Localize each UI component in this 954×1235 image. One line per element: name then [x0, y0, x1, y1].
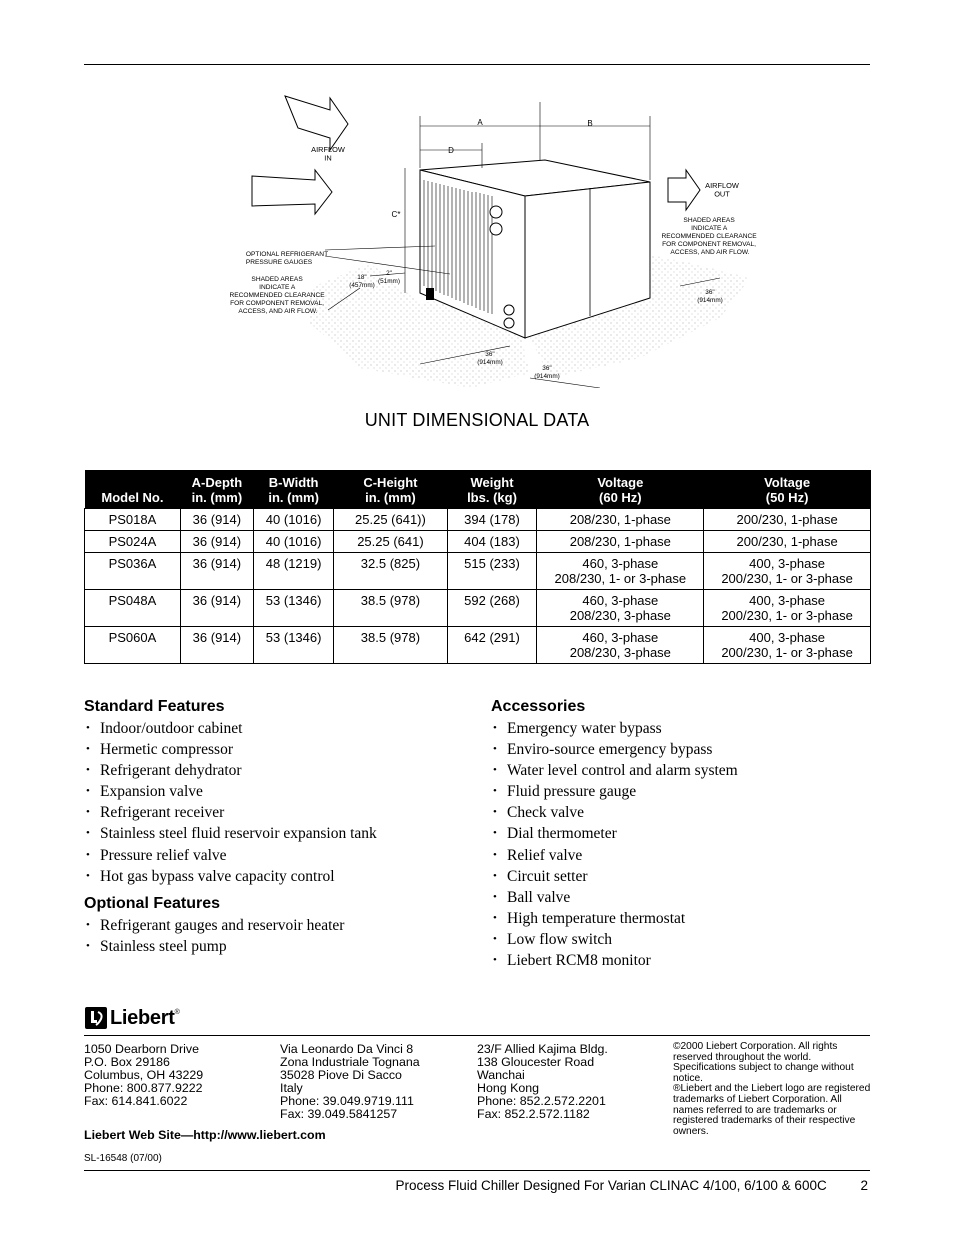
address-line: Columbus, OH 43229	[84, 1068, 204, 1082]
header-line: C-Height	[363, 475, 418, 490]
cell-line: 200/230, 1- or 3-phase	[721, 645, 853, 660]
table-cell	[253, 531, 333, 553]
table-cell	[447, 531, 537, 553]
unit-dimension-table	[84, 470, 871, 664]
header-line: in. (mm)	[191, 490, 243, 505]
copyright-notice	[673, 1042, 873, 1137]
list-item: • Relief valve	[491, 845, 871, 866]
address-line: 23/F Allied Kajima Bldg.	[477, 1042, 608, 1056]
cell-line: 400, 3-phase	[749, 556, 826, 571]
list-item: • Indoor/outdoor cabinet	[84, 718, 464, 739]
footer-top-rule	[84, 1035, 870, 1036]
clearance-2-label: 2" (51mm)	[377, 270, 401, 285]
list-item: • High temperature thermostat	[491, 908, 871, 929]
address-line: Hong Kong	[477, 1081, 540, 1095]
table-cell	[537, 553, 704, 590]
list-item: • Refrigerant gauges and reservoir heater	[84, 915, 464, 936]
header-line: lbs. (kg)	[467, 490, 517, 505]
address-line: Phone: 800.877.9222	[84, 1081, 203, 1095]
table-cell	[447, 509, 537, 531]
table-cell	[704, 553, 871, 590]
cell-line: 208/230, 1- or 3-phase	[554, 571, 687, 586]
fitting-icon	[504, 305, 514, 315]
liebert-logo-icon	[84, 1006, 108, 1030]
header-line: (60 Hz)	[599, 490, 642, 505]
cell-line: 460, 3-phase	[582, 630, 659, 645]
table-cell	[704, 509, 871, 531]
footer-title: Process Fluid Chiller Designed For Varian CLINAC 4/100, 6/100 & 600C	[395, 1178, 827, 1193]
table-cell	[334, 531, 447, 553]
cell-line: PS060A	[108, 630, 157, 645]
optional-features-list	[84, 915, 464, 957]
list-item: • Hermetic compressor	[84, 739, 464, 760]
list-item: • Enviro-source emergency bypass	[491, 739, 871, 760]
table-cell	[334, 553, 447, 590]
cell-line: 208/230, 1-phase	[569, 534, 671, 549]
cell-line: PS024A	[108, 534, 157, 549]
table-cell	[180, 553, 253, 590]
table-row	[85, 531, 871, 553]
table-cell	[447, 590, 537, 627]
table-cell	[180, 509, 253, 531]
table-header-cell	[85, 470, 181, 509]
airflow-out-label: AIRFLOW OUT	[705, 181, 739, 199]
table-row	[85, 553, 871, 590]
document-number: SL-16548 (07/00)	[84, 1153, 162, 1164]
address-italy	[280, 1043, 420, 1121]
cell-line: 460, 3-phase	[582, 593, 659, 608]
airflow-out-arrow	[668, 170, 700, 210]
table-header-cell	[537, 470, 704, 509]
header-line: A-Depth	[191, 475, 243, 490]
address-line: 35028 Piove Di Sacco	[280, 1068, 402, 1082]
airflow-in-arrow	[252, 170, 332, 214]
cell-line: 36 (914)	[192, 593, 242, 608]
optional-features-title: Optional Features	[84, 894, 221, 912]
table-header-cell	[447, 470, 537, 509]
table-row	[85, 509, 871, 531]
address-line: Fax: 614.841.6022	[84, 1094, 188, 1108]
table-cell	[253, 553, 333, 590]
table-header-cell	[253, 470, 333, 509]
standard-features-title: Standard Features	[84, 698, 225, 715]
cell-line: 25.25 (641)	[357, 534, 424, 549]
shaded-areas-right-label: SHADED AREAS INDICATE A RECOMMENDED CLEARANCE FOR COMPONENT REMOVAL, ACCESS, AND AIR FLOW.	[661, 217, 757, 256]
table-cell	[447, 627, 537, 664]
accessories-section	[491, 698, 871, 979]
address-hong-kong	[477, 1043, 608, 1121]
accessories-list	[491, 718, 871, 971]
table-cell	[704, 531, 871, 553]
table-cell	[537, 627, 704, 664]
address-us	[84, 1043, 203, 1108]
cell-line: PS018A	[108, 512, 157, 527]
cell-line: PS036A	[108, 556, 157, 571]
table-header-cell	[180, 470, 253, 509]
table-cell	[180, 531, 253, 553]
top-rule	[84, 64, 870, 65]
header-line: Voltage	[764, 475, 811, 490]
trademark-text: ®Liebert and the Liebert logo are registered trademarks of Liebert Corporation. All names referred to are trademarks or registered trademarks of their respective owners.	[673, 1083, 871, 1137]
address-line: Zona Industriale Tognana	[280, 1055, 420, 1069]
dim-b-label: B	[587, 119, 593, 128]
accessories-title: Accessories	[491, 698, 586, 715]
list-item: • Water level control and alarm system	[491, 760, 871, 781]
cell-line: 200/230, 1- or 3-phase	[721, 571, 853, 586]
airflow-in-label: AIRFLOW IN	[311, 145, 345, 163]
table-cell	[85, 627, 181, 664]
cell-line: 36 (914)	[192, 630, 242, 645]
address-line: Fax: 852.2.572.1182	[477, 1107, 590, 1121]
clearance-36-front-b-label: 36" (914mm)	[534, 365, 560, 380]
table-row	[85, 627, 871, 664]
footer-bottom-rule	[84, 1170, 870, 1171]
table-cell	[447, 553, 537, 590]
clearance-18-label: 18" (457mm)	[349, 274, 375, 289]
cell-line: 32.5 (825)	[360, 556, 421, 571]
section-title: UNIT DIMENSIONAL DATA	[364, 410, 590, 430]
dim-a-label: A	[477, 118, 483, 127]
address-line: Fax: 39.049.5841257	[280, 1107, 398, 1121]
cell-line: PS048A	[108, 593, 157, 608]
cell-line: 36 (914)	[192, 512, 242, 527]
table-row	[85, 590, 871, 627]
shaded-areas-left-label: SHADED AREAS INDICATE A RECOMMENDED CLEARANCE FOR COMPONENT REMOVAL, ACCESS, AND AIR FLOW.	[229, 276, 325, 315]
table-cell	[85, 590, 181, 627]
list-item: • Dial thermometer	[491, 823, 871, 844]
address-line: P.O. Box 29186	[84, 1055, 170, 1069]
table-cell	[334, 627, 447, 664]
cell-line: 592 (268)	[464, 593, 520, 608]
header-line: B-Width	[268, 475, 319, 490]
table-cell	[180, 627, 253, 664]
cell-line: 36 (914)	[192, 534, 242, 549]
web-site-link[interactable]: Liebert Web Site—http://www.liebert.com	[84, 1128, 326, 1142]
clearance-36-right-label: 36" (914mm)	[697, 289, 723, 304]
list-item: • Ball valve	[491, 887, 871, 908]
cell-line: 38.5 (978)	[360, 593, 421, 608]
copyright-text: ©2000 Liebert Corporation. All rights reserved throughout the world. Specifications subject to change without notice.	[673, 1041, 854, 1084]
table-cell	[704, 627, 871, 664]
cell-line: 208/230, 1-phase	[569, 512, 671, 527]
cell-line: 40 (1016)	[265, 512, 322, 527]
table-cell	[85, 531, 181, 553]
header-line: Weight	[470, 475, 514, 490]
cell-line: 48 (1219)	[265, 556, 322, 571]
table-cell	[334, 590, 447, 627]
address-line: Wanchai	[477, 1068, 525, 1082]
list-item: • Liebert RCM8 monitor	[491, 950, 871, 971]
list-item: • Stainless steel pump	[84, 936, 464, 957]
header-line: in. (mm)	[268, 490, 319, 505]
pressure-gauge-icon	[490, 206, 502, 218]
liebert-logo-text: Liebert	[110, 1006, 175, 1029]
cell-line: 208/230, 3-phase	[569, 645, 671, 660]
address-line: Phone: 852.2.572.2201	[477, 1094, 606, 1108]
list-item: • Fluid pressure gauge	[491, 781, 871, 802]
unit-dimension-diagram	[220, 88, 780, 388]
table-cell	[85, 509, 181, 531]
liebert-logo	[84, 1006, 180, 1030]
list-item: • Hot gas bypass valve capacity control	[84, 866, 464, 887]
optional-gauges-label: OPTIONAL REFRIGERANT PRESSURE GAUGES	[245, 251, 329, 266]
table-cell	[704, 590, 871, 627]
pressure-gauge-icon	[490, 223, 502, 235]
table-cell	[537, 509, 704, 531]
cell-line: 40 (1016)	[265, 534, 322, 549]
list-item: • Low flow switch	[491, 929, 871, 950]
list-item: • Refrigerant receiver	[84, 802, 464, 823]
table-cell	[85, 553, 181, 590]
cell-line: 53 (1346)	[265, 593, 322, 608]
table-header-cell	[334, 470, 447, 509]
cell-line: 25.25 (641))	[355, 512, 426, 527]
table-cell	[334, 509, 447, 531]
list-item: • Circuit setter	[491, 866, 871, 887]
table-cell	[253, 627, 333, 664]
address-line: 138 Gloucester Road	[477, 1055, 595, 1069]
list-item: • Refrigerant dehydrator	[84, 760, 464, 781]
standard-features-section	[84, 698, 464, 965]
table-cell	[253, 590, 333, 627]
list-item: • Emergency water bypass	[491, 718, 871, 739]
cell-line: 200/230, 1-phase	[736, 534, 838, 549]
list-item: • Stainless steel fluid reservoir expansion tank	[84, 823, 464, 844]
table-header-cell	[704, 470, 871, 509]
page-number: 2	[860, 1178, 868, 1193]
page-footer	[396, 1178, 869, 1193]
dim-c-label: C*	[391, 210, 401, 219]
cell-line: 208/230, 3-phase	[569, 608, 671, 623]
cell-line: 404 (183)	[464, 534, 520, 549]
airflow-in-arrow	[285, 96, 348, 150]
header-line: (50 Hz)	[765, 490, 809, 505]
address-line: Via Leonardo Da Vinci 8	[280, 1042, 414, 1056]
registered-mark: ®	[174, 1008, 180, 1016]
header-line: Model No.	[101, 490, 164, 505]
cell-line: 53 (1346)	[265, 630, 322, 645]
dim-d-label: D	[448, 146, 454, 155]
address-line: Italy	[280, 1081, 303, 1095]
list-item: • Expansion valve	[84, 781, 464, 802]
table-header-row	[85, 470, 871, 509]
fitting-icon	[504, 318, 514, 328]
table-cell	[537, 590, 704, 627]
cell-line: 400, 3-phase	[749, 593, 826, 608]
table-cell	[180, 590, 253, 627]
cell-line: 38.5 (978)	[360, 630, 421, 645]
standard-features-list	[84, 718, 464, 887]
clearance-36-front-a-label: 36" (914mm)	[477, 351, 503, 366]
cell-line: 515 (233)	[464, 556, 520, 571]
cell-line: 200/230, 1-phase	[736, 512, 838, 527]
cell-line: 200/230, 1- or 3-phase	[721, 608, 853, 623]
cell-line: 394 (178)	[464, 512, 520, 527]
address-line: 1050 Dearborn Drive	[84, 1042, 200, 1056]
table-cell	[253, 509, 333, 531]
address-line: Phone: 39.049.9719.111	[280, 1094, 414, 1108]
cell-line: 400, 3-phase	[749, 630, 826, 645]
header-line: in. (mm)	[365, 490, 416, 505]
cell-line: 460, 3-phase	[582, 556, 659, 571]
cell-line: 642 (291)	[464, 630, 520, 645]
cell-line: 36 (914)	[192, 556, 242, 571]
list-item: • Pressure relief valve	[84, 845, 464, 866]
list-item: • Check valve	[491, 802, 871, 823]
table-cell	[537, 531, 704, 553]
header-line: Voltage	[597, 475, 644, 490]
